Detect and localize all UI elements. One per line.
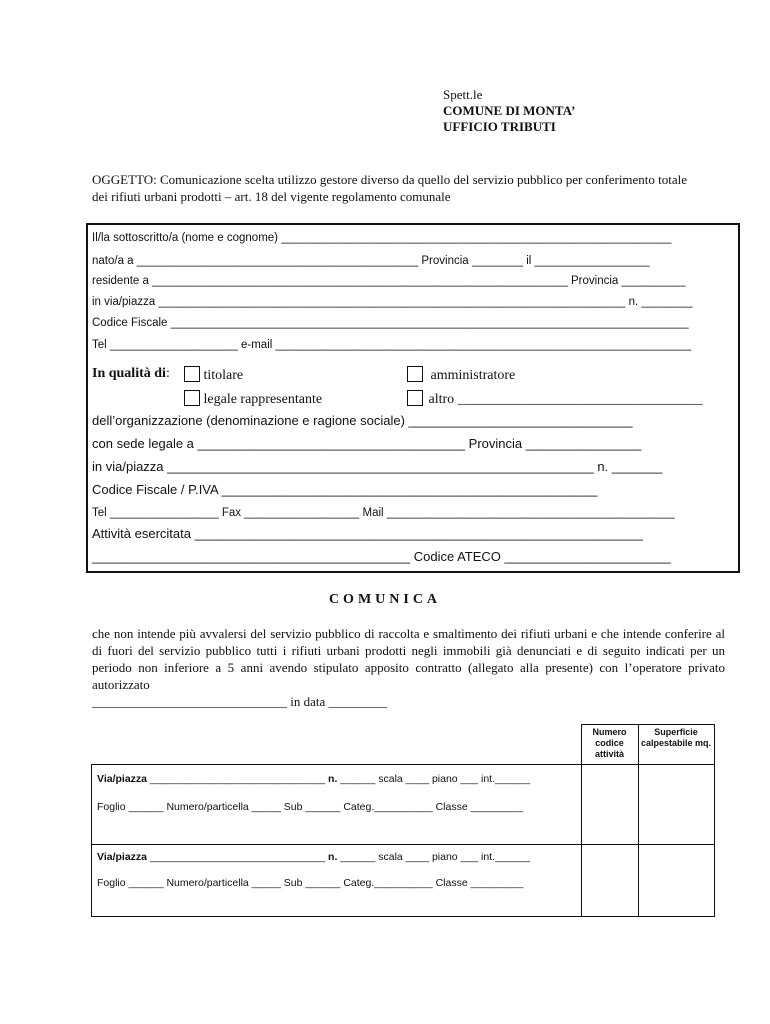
recipient-municipality: COMUNE DI MONTA’	[443, 103, 576, 118]
option-legal-rep[interactable]	[184, 390, 322, 408]
recipient-office: UFFICIO TRIBUTI	[443, 119, 556, 134]
org-contact-field[interactable]: Tel _________________ Fax __________________ Mail _____________________________________________	[92, 507, 675, 519]
comunica-heading: COMUNICA	[328, 592, 442, 607]
col-header-code: Numero codice attività	[581, 725, 638, 765]
row2-code-cell[interactable]	[581, 845, 638, 917]
row1-via-rest: ______ scala ____ piano ___ int.______	[337, 773, 531, 785]
admin-label: amministratore	[430, 368, 516, 383]
subject-text: OGGETTO: Comunicazione scelta utilizzo gestore diverso da quello del servizio pubblico per conferimento totale dei rifiuti urbani prodotti – art. 18 del vigente regolamento comunale	[92, 172, 688, 204]
other-label: altro ___________________________________	[428, 392, 703, 407]
org-street-field[interactable]: in via/piazza ___________________________________________________________ n. _______	[92, 459, 663, 474]
activity-field[interactable]: Attività esercitata ______________________________________________________________	[92, 526, 643, 541]
residence-field[interactable]: residente a _________________________________________________________________ Provincia __________	[92, 275, 686, 287]
row2-via-blank: ______________________________	[147, 851, 329, 863]
org-vat-field[interactable]: Codice Fiscale / P.IVA ____________________________________________________	[92, 482, 598, 497]
comunica-body: che non intende più avvalersi del servizio pubblico di raccolta e smaltimento dei rifiuti urbani e che intende conferire al di fuori del servizio pubblico tutti i rifiuti urbani prodotti negli immobili già denunciati e di seguito indicati per un periodo non inferiore a 5 anni avendo stipulato apposito contratto (allegato alla presente) con l’operatore privato autorizzato	[92, 626, 725, 692]
owner-label: titolare	[203, 368, 244, 383]
row2-via-rest: ______ scala ____ piano ___ int.______	[337, 851, 531, 863]
col-header-area: Superficie calpestabile mq.	[638, 725, 714, 765]
row1-street-line[interactable]	[97, 773, 530, 785]
row2-street-line[interactable]	[97, 851, 530, 863]
option-admin[interactable]	[407, 366, 515, 384]
property-table	[91, 724, 715, 917]
org-seat-field[interactable]: con sede legale a _____________________________________ Provincia ________________	[92, 436, 642, 451]
table-blank-header	[92, 725, 582, 765]
row1-area-cell[interactable]	[638, 765, 714, 845]
birth-field[interactable]: nato/a a ____________________________________________ Provincia ________ il __________________	[92, 255, 650, 267]
street-field[interactable]: in via/piazza _________________________________________________________________________ n. ________	[92, 296, 693, 308]
row2-cadastre-line[interactable]: Foglio ______ Numero/particella _____ Sub ______ Categ.__________ Classe _________	[97, 877, 524, 889]
name-field[interactable]: Il/la sottoscritto/a (nome e cognome) _____________________________________________________________	[92, 232, 672, 244]
legal-rep-checkbox[interactable]	[184, 390, 200, 406]
recipient-address	[443, 87, 575, 135]
row1-cadastre-line[interactable]: Foglio ______ Numero/particella _____ Sub ______ Categ.__________ Classe _________	[97, 801, 524, 813]
row1-n-label: n.	[328, 773, 338, 785]
option-other[interactable]	[407, 390, 703, 408]
contact-field[interactable]: Tel ____________________ e-mail _________________________________________________________________	[92, 339, 692, 351]
row1-code-cell[interactable]	[581, 765, 638, 845]
row1-via-blank: ______________________________	[147, 773, 329, 785]
recipient-greeting: Spett.le	[443, 87, 483, 102]
capacity-label: In qualità di	[92, 366, 166, 381]
org-name-field[interactable]: dell’organizzazione (denominazione e ragione sociale) _______________________________	[92, 413, 633, 428]
owner-checkbox[interactable]	[184, 366, 200, 382]
capacity-label-wrap	[92, 366, 170, 382]
admin-checkbox[interactable]	[407, 366, 423, 382]
ateco-field[interactable]: ____________________________________________ Codice ATECO _______________________	[92, 549, 671, 564]
row2-via-label: Via/piazza	[97, 851, 147, 863]
contract-date-field[interactable]: ______________________________ in data _________	[92, 694, 388, 709]
row2-area-cell[interactable]	[638, 845, 714, 917]
other-checkbox[interactable]	[407, 390, 423, 406]
tax-code-field[interactable]: Codice Fiscale _________________________________________________________________________________	[92, 317, 689, 329]
row2-n-label: n.	[328, 851, 338, 863]
table-row	[92, 765, 582, 845]
capacity-colon: :	[165, 366, 170, 381]
table-row	[92, 845, 582, 917]
option-owner[interactable]	[184, 366, 243, 384]
row1-via-label: Via/piazza	[97, 773, 147, 785]
legal-rep-label: legale rappresentante	[203, 392, 323, 407]
